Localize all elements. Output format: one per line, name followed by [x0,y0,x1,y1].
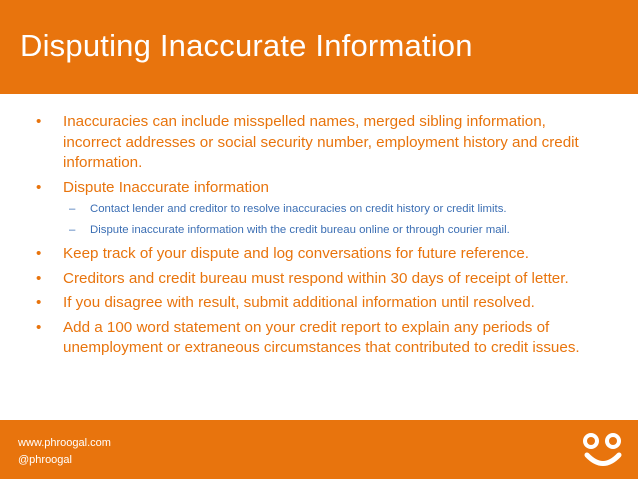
sub-bullet-item [0,202,638,217]
bullet-text: Inaccuracies can include misspelled names, merged sibling information, incorrect addresses or social security number, employment history and credit information. [63,113,579,171]
bullet-item [0,112,638,174]
bullet-marker: • [36,269,42,287]
sub-bullet-text: Contact lender and creditor to resolve inaccuracies on credit history or credit limits. [90,203,507,215]
sub-bullet-item [0,223,638,238]
bullet-marker: • [36,178,42,196]
smiley-face-logo-icon [581,430,625,470]
title-bar [0,0,638,94]
bullet-item [0,178,638,199]
sub-bullet-text: Dispute inaccurate information with the credit bureau online or through courier mail. [90,224,510,236]
bullet-text: Add a 100 word statement on your credit report to explain any periods of unemployment or extraneous circumstances that contributed to credit issues. [63,318,580,356]
footer-website[interactable]: www.phroogal.com [18,437,111,449]
bullet-text: If you disagree with result, submit additional information until resolved. [63,294,535,311]
footer-bar [0,420,638,479]
sub-bullet-marker: – [69,203,76,215]
bullet-item [0,269,638,290]
bullet-text: Dispute Inaccurate information [63,178,269,196]
sub-bullet-marker: – [69,224,76,236]
bullet-marker: • [36,245,42,262]
sub-bullet-list [0,202,638,238]
bullet-text: Creditors and credit bureau must respond within 30 days of receipt of letter. [63,269,569,287]
slide-title: Disputing Inaccurate Information [20,28,473,63]
footer-handle[interactable]: @phroogal [18,454,72,466]
slide-content [0,112,638,363]
bullet-text: Keep track of your dispute and log conversations for future reference. [63,245,530,262]
bullet-marker: • [36,113,42,130]
bullet-marker: • [36,318,42,336]
bullet-item [0,293,638,314]
bullet-marker: • [36,294,42,311]
bullet-item [0,318,638,359]
bullet-item [0,244,638,265]
